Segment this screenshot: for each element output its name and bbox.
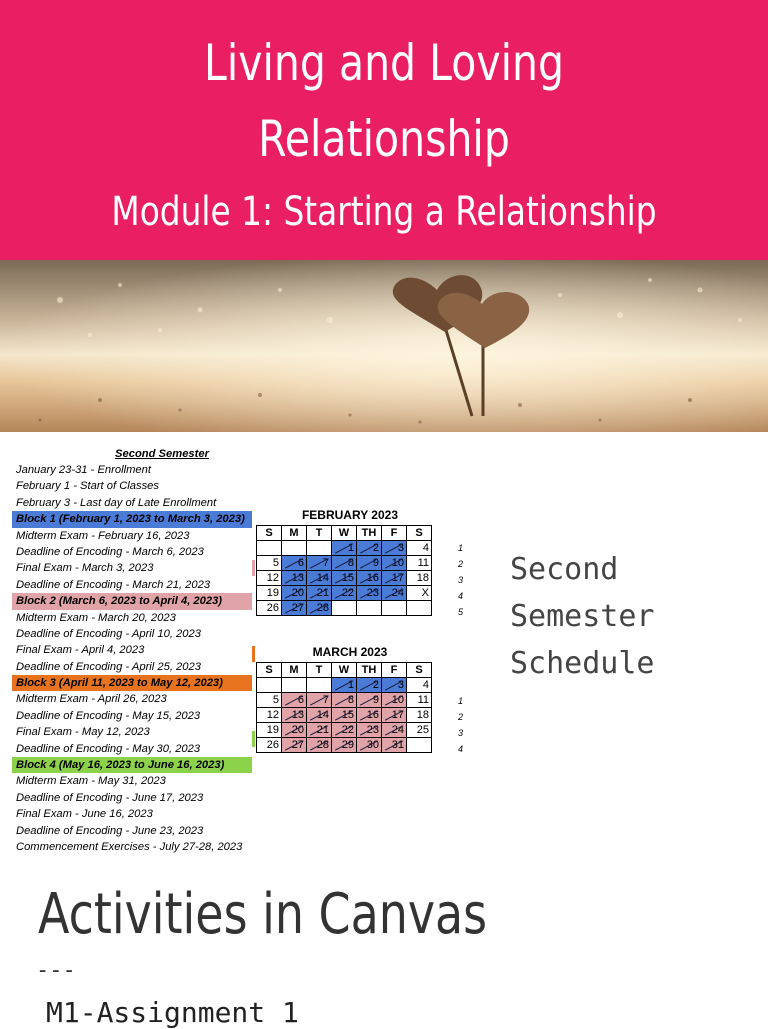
schedule-row: Deadline of Encoding - March 6, 2023 — [16, 545, 204, 558]
schedule-row: Commencement Exercises - July 27-28, 2023 — [16, 840, 243, 853]
weekday-header: F — [382, 663, 407, 678]
calendar-day: 13 — [282, 571, 307, 586]
schedule-row: Deadline of Encoding - May 15, 2023 — [16, 709, 201, 722]
weekday-header: W — [332, 526, 357, 541]
calendar-day: 23 — [357, 586, 382, 601]
schedule-row: Deadline of Encoding - March 21, 2023 — [16, 578, 211, 591]
calendar-day: 2 — [357, 541, 382, 556]
calendar-day — [282, 678, 307, 693]
calendar-grid — [256, 662, 432, 753]
calendar-day: 18 — [407, 708, 432, 723]
block-row: Block 1 (February 1, 2023 to March 3, 2023) — [12, 511, 252, 527]
calendar-day — [257, 678, 282, 693]
weekday-header: M — [282, 663, 307, 678]
week-number: 5 — [458, 607, 464, 617]
activities-heading: Activities in Canvas — [38, 882, 488, 947]
weekday-header: S — [257, 526, 282, 541]
assignment-item[interactable]: M1-Assignment 1 — [46, 996, 299, 1029]
schedule-row: February 1 - Start of Classes — [16, 480, 160, 493]
second-semester-schedule-label — [510, 546, 655, 687]
calendar-day: 19 — [257, 586, 282, 601]
schedule-row: Deadline of Encoding - April 25, 2023 — [16, 660, 201, 673]
calendar-day: 18 — [407, 571, 432, 586]
calendar-day: 10 — [382, 556, 407, 571]
side-label-line: Semester — [510, 599, 655, 634]
calendar-day: 16 — [357, 708, 382, 723]
calendar-day: 12 — [257, 571, 282, 586]
weekday-header: TH — [357, 663, 382, 678]
week-number: 2 — [458, 559, 464, 569]
calendar-day — [407, 601, 432, 616]
calendar-day: 26 — [257, 601, 282, 616]
calendar-day: 16 — [357, 571, 382, 586]
module-subtitle: Module 1: Starting a Relationship — [111, 189, 657, 235]
weekday-header: T — [307, 663, 332, 678]
calendar-day: 27 — [282, 601, 307, 616]
calendar-day: 27 — [282, 738, 307, 753]
calendar-day: 23 — [357, 723, 382, 738]
schedule-row: Midterm Exam - February 16, 2023 — [16, 529, 190, 542]
calendar-day: 20 — [282, 723, 307, 738]
weekday-header: S — [257, 663, 282, 678]
calendar-day: 3 — [382, 541, 407, 556]
calendar-day: 9 — [357, 556, 382, 571]
calendar-day: 22 — [332, 586, 357, 601]
title-banner — [0, 0, 768, 260]
title-line-2: Relationship — [258, 110, 510, 168]
calendar-day: 15 — [332, 708, 357, 723]
schedule-row: Midterm Exam - April 26, 2023 — [16, 693, 167, 706]
calendar-day: 6 — [282, 693, 307, 708]
calendar-day: 5 — [257, 556, 282, 571]
week-number: 1 — [458, 543, 464, 553]
calendar-day: 25 — [407, 723, 432, 738]
calendar-day — [307, 678, 332, 693]
side-label-line: Schedule — [510, 646, 655, 681]
hearts-on-sand-image — [0, 260, 768, 432]
weekday-header: S — [407, 526, 432, 541]
calendar-title: FEBRUARY 2023 — [301, 508, 399, 522]
semester-heading: Second Semester — [115, 448, 209, 460]
calendar-day: X — [407, 586, 432, 601]
schedule-row: Midterm Exam - May 31, 2023 — [16, 775, 166, 788]
calendar-day: 14 — [307, 571, 332, 586]
week-number: 3 — [458, 728, 464, 738]
calendar-day: 24 — [382, 586, 407, 601]
calendar-day: 9 — [357, 693, 382, 708]
week-number: 1 — [458, 696, 464, 706]
calendar-grid — [256, 525, 432, 616]
green-marker — [252, 731, 255, 747]
calendar-day: 1 — [332, 541, 357, 556]
side-label-line: Second — [510, 552, 619, 587]
divider: --- — [36, 958, 76, 983]
weekday-header: W — [332, 663, 357, 678]
calendar-day: 6 — [282, 556, 307, 571]
calendar-day: 17 — [382, 571, 407, 586]
weekday-header: M — [282, 526, 307, 541]
calendar-day: 3 — [382, 678, 407, 693]
schedule-row: Deadline of Encoding - April 10, 2023 — [16, 627, 201, 640]
calendar-day: 21 — [307, 586, 332, 601]
calendar-day: 8 — [332, 693, 357, 708]
calendar-day: 5 — [257, 693, 282, 708]
calendar-day — [307, 541, 332, 556]
weekday-header: T — [307, 526, 332, 541]
calendar-day: 22 — [332, 723, 357, 738]
calendar-day: 31 — [382, 738, 407, 753]
calendar-day: 10 — [382, 693, 407, 708]
weekday-header: F — [382, 526, 407, 541]
calendar-day: 1 — [332, 678, 357, 693]
semester-schedule-list — [12, 446, 252, 855]
orange-marker — [252, 646, 255, 662]
calendar-day: 26 — [257, 738, 282, 753]
calendar-day: 13 — [282, 708, 307, 723]
weekday-header: S — [407, 663, 432, 678]
calendar-day — [257, 541, 282, 556]
title-line-1: Living and Loving — [204, 34, 564, 92]
block-row: Block 2 (March 6, 2023 to April 4, 2023) — [12, 593, 252, 609]
schedule-row: Deadline of Encoding - June 23, 2023 — [16, 824, 204, 837]
weekday-header: TH — [357, 526, 382, 541]
calendar-day: 28 — [307, 738, 332, 753]
calendar-day: 8 — [332, 556, 357, 571]
calendar-day: 4 — [407, 541, 432, 556]
calendar-day: 20 — [282, 586, 307, 601]
pink-marker — [252, 560, 255, 576]
calendar-day: 30 — [357, 738, 382, 753]
week-number: 4 — [458, 591, 464, 601]
calendar-title: MARCH 2023 — [312, 645, 388, 659]
calendar-day: 29 — [332, 738, 357, 753]
calendar-day: 15 — [332, 571, 357, 586]
week-number: 2 — [458, 712, 464, 722]
calendar-day — [357, 601, 382, 616]
calendar-day: 19 — [257, 723, 282, 738]
week-number: 4 — [458, 744, 464, 754]
calendar-day: 4 — [407, 678, 432, 693]
schedule-row: February 3 - Last day of Late Enrollment — [16, 496, 217, 509]
calendar-day — [382, 601, 407, 616]
calendar-day — [332, 601, 357, 616]
calendar-day: 7 — [307, 693, 332, 708]
calendar-day: 24 — [382, 723, 407, 738]
schedule-row: Final Exam - June 16, 2023 — [16, 808, 153, 821]
schedule-row: January 23-31 - Enrollment — [16, 464, 151, 476]
calendar-day: 21 — [307, 723, 332, 738]
calendar-day: 2 — [357, 678, 382, 693]
schedule-row: Deadline of Encoding - June 17, 2023 — [16, 791, 204, 804]
calendar-day: 12 — [257, 708, 282, 723]
week-number: 3 — [458, 575, 464, 585]
schedule-row: Deadline of Encoding - May 30, 2023 — [16, 742, 201, 755]
calendar-day: 11 — [407, 693, 432, 708]
block-row: Block 3 (April 11, 2023 to May 12, 2023) — [12, 675, 252, 691]
calendar-day: 28 — [307, 601, 332, 616]
calendar-day: 17 — [382, 708, 407, 723]
calendar-day — [407, 738, 432, 753]
schedule-row: Final Exam - April 4, 2023 — [16, 644, 145, 657]
schedule-row: Final Exam - May 12, 2023 — [16, 726, 150, 739]
block-row: Block 4 (May 16, 2023 to June 16, 2023) — [12, 757, 252, 773]
calendar-day: 7 — [307, 556, 332, 571]
schedule-row: Midterm Exam - March 20, 2023 — [16, 611, 176, 624]
calendar-day: 14 — [307, 708, 332, 723]
calendar-day — [282, 541, 307, 556]
schedule-row: Final Exam - March 3, 2023 — [16, 562, 154, 575]
calendar-day: 11 — [407, 556, 432, 571]
